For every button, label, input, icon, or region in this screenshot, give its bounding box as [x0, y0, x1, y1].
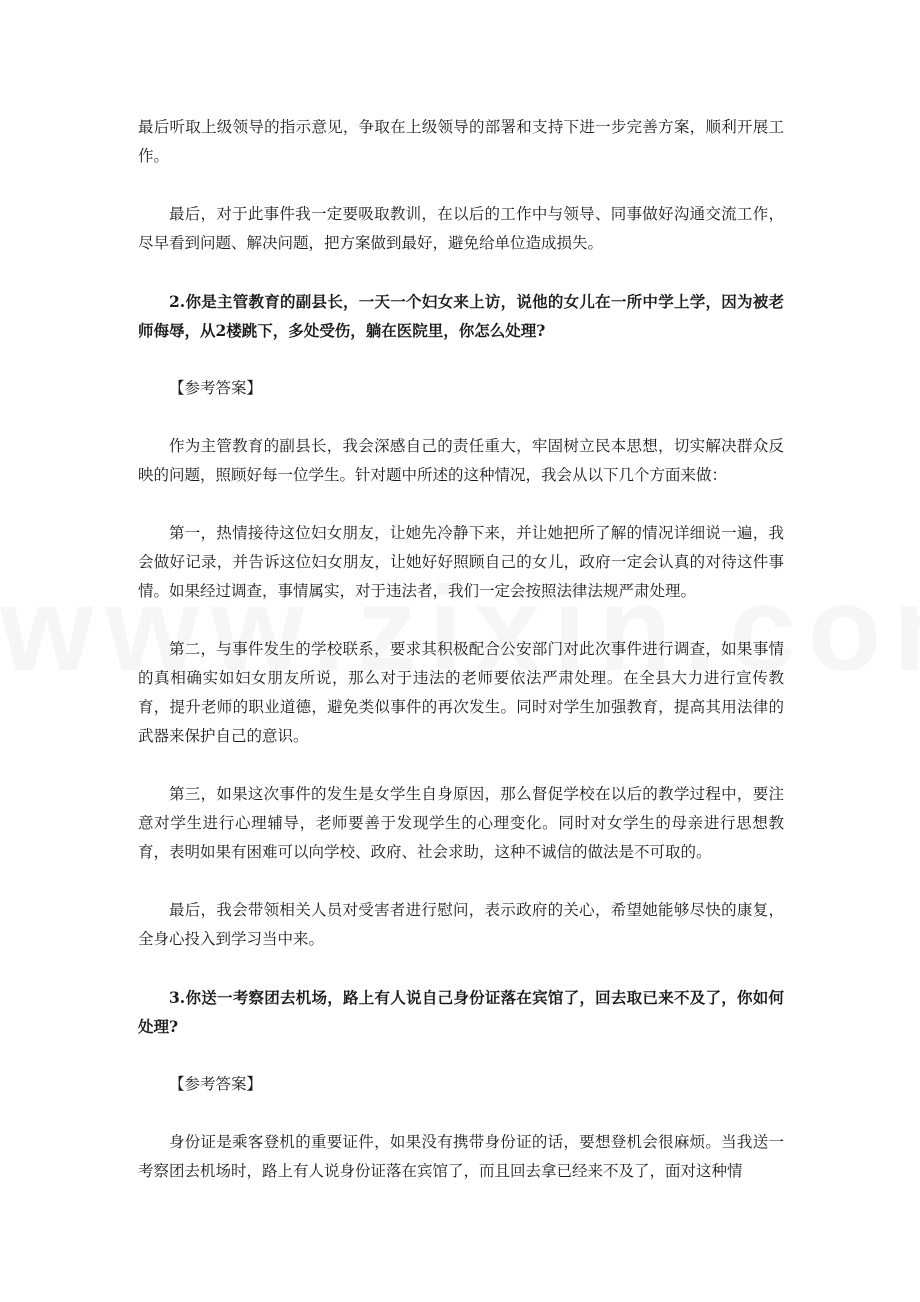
- paragraph-first: 第一，热情接待这位妇女朋友，让她先冷静下来，并让她把所了解的情况详细说一遍，我会做好记录，并告诉这位妇女朋友，让她好好照顾自己的女儿，政府一定会认真的对待这件事情。如果经过调查，事情属实，对于违法者，我们一定会按照法律法规严肃处理。: [138, 524, 784, 600]
- answer-label-3: 【参考答案】: [169, 1075, 263, 1093]
- paragraph-third: 第三，如果这次事件的发生是女学生自身原因，那么督促学校在以后的教学过程中，要注意对学生进行心理辅导，老师要善于发现学生的心理变化。同时对女学生的母亲进行思想教育，表明如果有困难可以向学校、政府、社会求助，这种不诚信的做法是不可取的。: [138, 785, 784, 861]
- paragraph-final: 最后，我会带领相关人员对受害者进行慰问，表示政府的关心，希望她能够尽快的康复，全身心投入到学习当中来。: [138, 901, 784, 948]
- answer-label-2: 【参考答案】: [169, 379, 263, 397]
- question-3: 3.你送一考察团去机场，路上有人说自己身份证落在宾馆了，回去取已来不及了，你如何处理?: [138, 988, 784, 1036]
- paragraph-intro: 作为主管教育的副县长，我会深感自己的责任重大，牢固树立民本思想，切实解决群众反映的问题，照顾好每一位学生。针对题中所述的这种情况，我会从以下几个方面来做：: [138, 437, 784, 484]
- paragraph-2: 最后，对于此事件我一定要吸取教训，在以后的工作中与领导、同事做好沟通交流工作，尽早看到问题、解决问题，把方案做到最好，避免给单位造成损失。: [138, 205, 784, 252]
- document-body: [138, 113, 784, 1215]
- paragraph-answer-3: 身份证是乘客登机的重要证件，如果没有携带身份证的话，要想登机会很麻烦。当我送一考察团去机场时，路上有人说身份证落在宾馆了，而且回去拿已经来不及了，面对这种情: [138, 1133, 784, 1180]
- paragraph-1: 最后听取上级领导的指示意见，争取在上级领导的部署和支持下进一步完善方案，顺利开展工作。: [138, 118, 784, 165]
- question-2: 2.你是主管教育的副县长，一天一个妇女来上访，说他的女儿在一所中学上学，因为被老师侮辱，从2楼跳下，多处受伤，躺在医院里，你怎么处理?: [138, 292, 784, 340]
- paragraph-second: 第二，与事件发生的学校联系，要求其积极配合公安部门对此次事件进行调查，如果事情的真相确实如妇女朋友所说，那么对于违法的老师要依法严肃处理。在全县大力进行宣传教育，提升老师的职业道德，避免类似事件的再次发生。同时对学生加强教育，提高其用法律的武器来保护自己的意识。: [138, 640, 784, 745]
